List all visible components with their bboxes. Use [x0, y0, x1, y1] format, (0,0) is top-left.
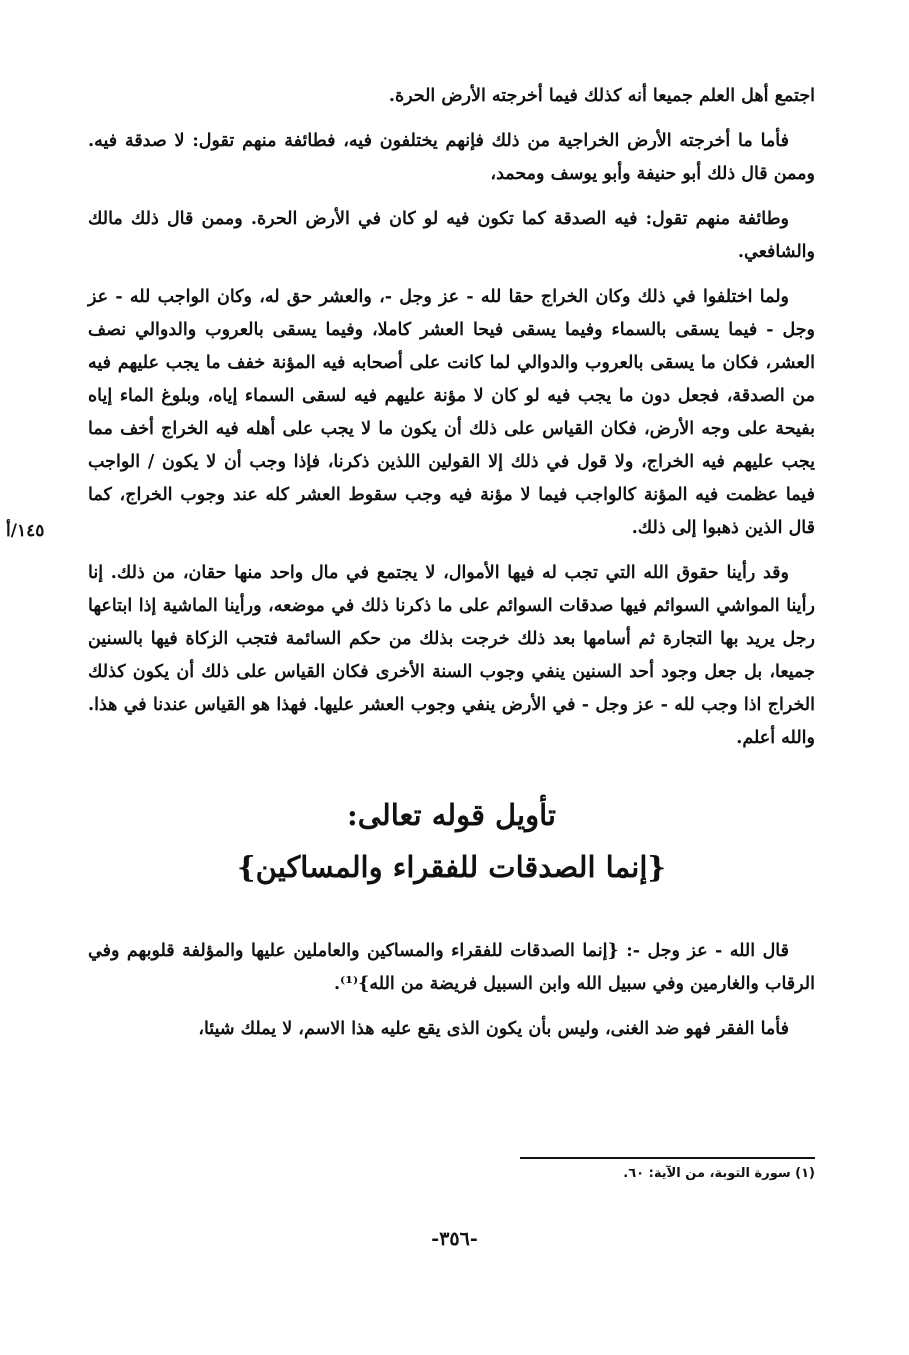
manuscript-folio-note: ١٤٥/أ — [6, 521, 45, 541]
footnote-divider — [520, 1157, 815, 1159]
paragraph-3: وطائفة منهم تقول: فيه الصدقة كما تكون فيه لو كان في الأرض الحرة. وممن قال ذلك مالك والشافعي. — [88, 209, 815, 262]
paragraph-5: وقد رأينا حقوق الله التي تجب له فيها الأموال، لا يجتمع في مال واحد منها حقان، من ذلك. إنا رأينا المواشي السوائم فيها صدقات السوائم على ما ذكرنا ذلك في موضعه، ورأينا الماشية إذا ابتاعها رجل يريد بها التجارة ثم أسامها بعد ذلك خرجت بذلك من حكم السائمة فتجب الزكاة فيها بالسنين جميعا، بل جعل وجود أحد السنين ينفي وجوب السنة الأخرى فكان القياس على ذلك أن يكون كذلك الخراج اذا وجب لله - عز وجل - في الأرض ينفي وجوب العشر عليها. فهذا هو القياس عندنا في هذا. والله أعلم. — [88, 563, 815, 748]
paragraph-6: قال الله - عز وجل -: {إنما الصدقات للفقراء والمساكين والعاملين عليها والمؤلفة قلوبهم وفي الرقاب والغارمين وفي سبيل الله وابن السبيل فريضة من الله}⁽¹⁾. — [88, 941, 815, 994]
section-heading — [88, 789, 815, 893]
paragraph-4: ولما اختلفوا في ذلك وكان الخراج حقا لله - عز وجل -، والعشر حق له، وكان الواجب لله - عز وجل - فيما يسقى بالسماء وفيما يسقى فيحا العشر كاملا، وفيما يسقى بالعروب والدوالي نصف العشر، فكان ما يسقى بالعروب والدوالي لما كانت على أصحابه فيه المؤنة خفف ما يجب عليهم فيه من الصدقة، فجعل دون ما يجب فيه لو كان لا مؤنة عليهم فيه لسقى السماء إياه، وبلوغ الماء إياه بفيحة على وجه الأرض، فكان القياس على ذلك أن يكون ما لا يجب على أهله فيه الخراج أخف مما يجب عليهم فيه الخراج، ولا قول في ذلك إلا القولين اللذين ذكرنا، فإذا وجب أن لا يكون / الواجب فيما عظمت فيه المؤنة كالواجب فيما لا مؤنة فيه وجب سقوط العشر كله عند وجوب الخراج، كما قال الذين ذهبوا إلى ذلك. — [88, 287, 815, 538]
section-heading-line-1: تأويل قوله تعالى: — [347, 798, 556, 832]
paragraph-7: فأما الفقر فهو ضد الغنى، وليس بأن يكون الذى يقع عليه هذا الاسم، لا يملك شيئا، — [198, 1019, 789, 1039]
page-body — [88, 80, 815, 1058]
footnote: (١) سورة التوبة، من الآية: ٦٠. — [623, 1166, 815, 1181]
paragraph-2: فأما ما أخرجته الأرض الخراجية من ذلك فإنهم يختلفون فيه، فطائفة منهم تقول: لا صدقة فيه. وممن قال ذلك أبو حنيفة وأبو يوسف ومحمد، — [88, 131, 815, 184]
page-number: -٣٥٦- — [431, 1228, 478, 1250]
paragraph-1: اجتمع أهل العلم جميعا أنه كذلك فيما أخرجته الأرض الحرة. — [388, 86, 815, 106]
section-heading-line-2: {إنما الصدقات للفقراء والمساكين} — [236, 850, 667, 884]
